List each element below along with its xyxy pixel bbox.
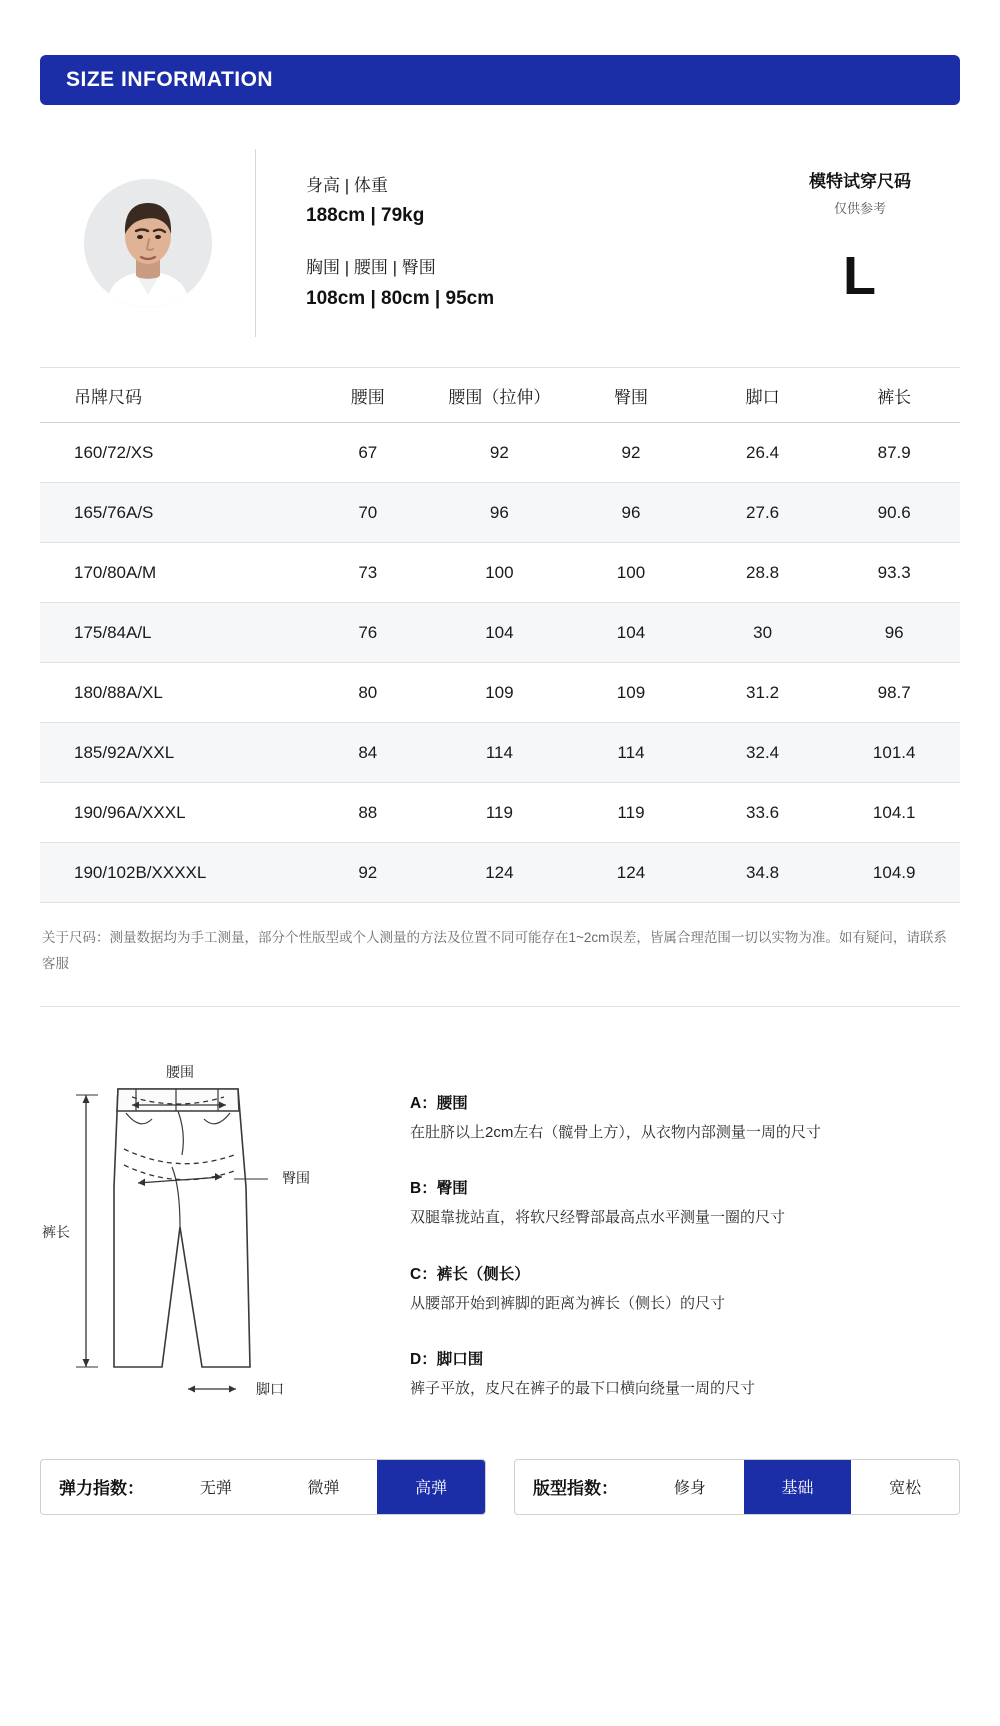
- table-cell: 33.6: [697, 783, 829, 843]
- table-header-cell: 脚口: [697, 368, 829, 423]
- table-cell: 119: [434, 783, 566, 843]
- table-cell: 124: [565, 843, 697, 903]
- table-cell-size: 160/72/XS: [40, 423, 302, 483]
- table-cell: 96: [828, 603, 960, 663]
- diagram-label-hip: 臀围: [282, 1169, 310, 1186]
- table-cell: 84: [302, 723, 434, 783]
- table-cell: 70: [302, 483, 434, 543]
- measure-item-title: A：腰围: [410, 1094, 468, 1112]
- table-cell-size: 185/92A/XXL: [40, 723, 302, 783]
- table-row: [40, 483, 960, 543]
- measurement-guide: [40, 1037, 960, 1433]
- height-weight-group: [306, 174, 760, 230]
- table-cell: 114: [565, 723, 697, 783]
- body-measure-value: 108cm | 80cm | 95cm: [306, 287, 495, 309]
- table-row: [40, 603, 960, 663]
- measure-item-desc: 在肚脐以上2cm左右（髋骨上方），从衣物内部测量一周的尺寸: [410, 1123, 821, 1141]
- diagram-label-length: 裤长: [42, 1223, 70, 1240]
- measure-item-desc: 双腿靠拢站直，将软尺经臀部最高点水平测量一圈的尺寸: [410, 1209, 786, 1227]
- table-cell: 96: [434, 483, 566, 543]
- table-cell: 109: [434, 663, 566, 723]
- diagram-label-waist: 腰围: [166, 1063, 194, 1080]
- table-row: [40, 663, 960, 723]
- elasticity-option-slight[interactable]: 微弹: [307, 1480, 340, 1498]
- section-banner: [40, 55, 960, 105]
- measure-item-waist: [410, 1091, 960, 1145]
- table-cell: 104: [434, 603, 566, 663]
- table-row: [40, 423, 960, 483]
- table-row: [40, 783, 960, 843]
- table-cell: 87.9: [828, 423, 960, 483]
- table-cell: 104: [565, 603, 697, 663]
- measure-item-hip: [410, 1176, 960, 1230]
- table-row: [40, 843, 960, 903]
- table-cell: 92: [565, 423, 697, 483]
- elasticity-option-high[interactable]: 高弹: [377, 1460, 485, 1514]
- table-cell: 28.8: [697, 543, 829, 603]
- model-photo-wrap: [40, 143, 255, 343]
- table-cell: 73: [302, 543, 434, 603]
- table-cell-size: 175/84A/L: [40, 603, 302, 663]
- table-cell: 124: [434, 843, 566, 903]
- pants-diagram-svg: [40, 1037, 370, 1417]
- table-cell: 26.4: [697, 423, 829, 483]
- table-cell: 119: [565, 783, 697, 843]
- size-chart-body: [40, 423, 960, 903]
- table-cell: 109: [565, 663, 697, 723]
- table-cell: 100: [434, 543, 566, 603]
- table-cell: 76: [302, 603, 434, 663]
- fit-index: [514, 1459, 960, 1515]
- table-cell: 67: [302, 423, 434, 483]
- page-title: SIZE INFORMATION: [66, 68, 274, 91]
- measure-item-title: D：脚口围: [410, 1351, 484, 1369]
- try-on-size-letter: L: [843, 246, 877, 306]
- table-cell: 114: [434, 723, 566, 783]
- table-cell: 30: [697, 603, 829, 663]
- table-cell: 93.3: [828, 543, 960, 603]
- pants-measurement-diagram: [40, 1037, 370, 1433]
- fit-option-slim[interactable]: 修身: [673, 1480, 706, 1498]
- table-cell: 80: [302, 663, 434, 723]
- table-cell: 31.2: [697, 663, 829, 723]
- table-cell: 101.4: [828, 723, 960, 783]
- table-cell: 104.1: [828, 783, 960, 843]
- table-cell-size: 165/76A/S: [40, 483, 302, 543]
- height-weight-label: 身高 | 体重: [306, 175, 388, 195]
- table-cell: 100: [565, 543, 697, 603]
- table-cell: 92: [302, 843, 434, 903]
- diagram-label-hem: 脚口: [256, 1380, 284, 1397]
- height-weight-value: 188cm | 79kg: [306, 205, 425, 227]
- table-header-cell: 臀围: [565, 368, 697, 423]
- section-divider: [40, 1006, 960, 1007]
- avatar: [84, 179, 212, 307]
- size-chart-table: [40, 367, 960, 903]
- measure-item-desc: 从腰部开始到裤脚的距离为裤长（侧长）的尺寸: [410, 1294, 726, 1312]
- table-cell: 98.7: [828, 663, 960, 723]
- fit-option-regular[interactable]: 基础: [744, 1460, 852, 1514]
- table-cell-size: 190/102B/XXXXL: [40, 843, 302, 903]
- table-cell: 90.6: [828, 483, 960, 543]
- measure-item-desc: 裤子平放，皮尺在裤子的最下口横向绕量一周的尺寸: [410, 1380, 756, 1398]
- table-row: [40, 723, 960, 783]
- table-cell: 34.8: [697, 843, 829, 903]
- table-cell-size: 190/96A/XXXL: [40, 783, 302, 843]
- table-header-cell: 吊牌尺码: [40, 368, 302, 423]
- elasticity-index: [40, 1459, 486, 1515]
- elasticity-option-none[interactable]: 无弹: [199, 1480, 232, 1498]
- table-cell: 27.6: [697, 483, 829, 543]
- table-cell: 88: [302, 783, 434, 843]
- model-measurements: [256, 143, 760, 343]
- measure-item-hem: [410, 1347, 960, 1401]
- table-header-row: [40, 368, 960, 423]
- measure-item-length: [410, 1262, 960, 1316]
- size-information-page: [0, 55, 1000, 1726]
- table-row: [40, 543, 960, 603]
- size-note: 关于尺码：测量数据均为手工测量，部分个性版型或个人测量的方法及位置不同可能存在1~2cm误差，皆属合理范围一切以实物为准。如有疑问，请联系客服: [42, 930, 947, 972]
- table-cell-size: 170/80A/M: [40, 543, 302, 603]
- table-cell: 96: [565, 483, 697, 543]
- measure-item-title: B：臀围: [410, 1180, 468, 1198]
- table-cell: 32.4: [697, 723, 829, 783]
- index-bars: [40, 1459, 960, 1515]
- body-measure-label: 胸围 | 腰围 | 臀围: [306, 258, 436, 277]
- try-on-title: 模特试穿尺码: [809, 172, 911, 191]
- fit-option-loose[interactable]: 宽松: [889, 1480, 922, 1498]
- model-try-on-size: [760, 143, 960, 343]
- model-info-block: [40, 143, 960, 343]
- fit-index-label: 版型指数：: [533, 1479, 618, 1499]
- body-measure-group: [306, 256, 760, 312]
- table-header-cell: 裤长: [828, 368, 960, 423]
- elasticity-index-label: 弹力指数：: [59, 1479, 144, 1499]
- table-cell: 92: [434, 423, 566, 483]
- measure-item-title: C：裤长（侧长）: [410, 1265, 530, 1283]
- table-cell-size: 180/88A/XL: [40, 663, 302, 723]
- try-on-subtitle: 仅供参考: [833, 201, 886, 216]
- table-header-cell: 腰围（拉伸）: [434, 368, 566, 423]
- model-portrait-photo: [84, 179, 212, 307]
- measurement-descriptions: [370, 1037, 960, 1433]
- table-header-cell: 腰围: [302, 368, 434, 423]
- table-cell: 104.9: [828, 843, 960, 903]
